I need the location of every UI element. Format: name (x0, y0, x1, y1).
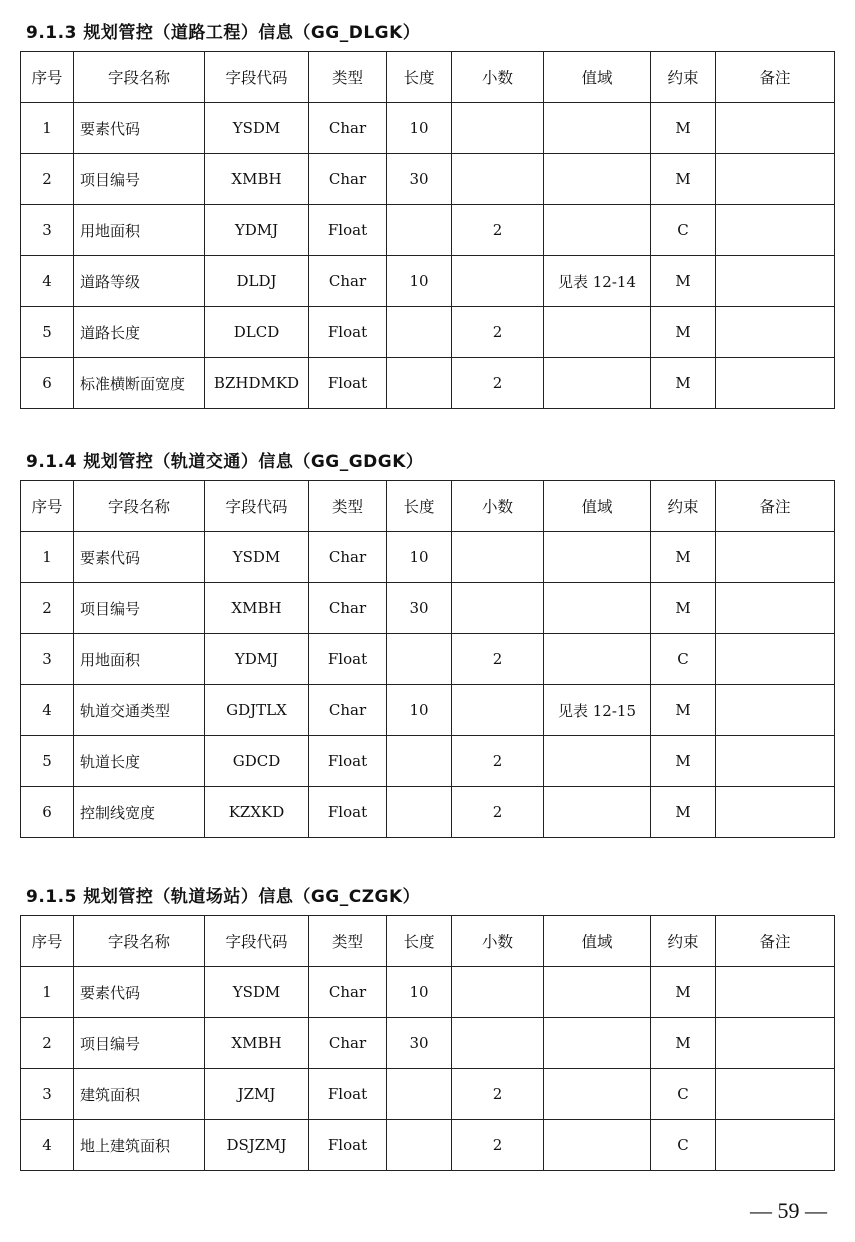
table-cell (544, 967, 651, 1018)
table-cell: 轨道长度 (74, 736, 205, 787)
table-cell: 项目编号 (74, 1018, 205, 1069)
table-cell: Char (309, 532, 387, 583)
table-cell (716, 583, 835, 634)
table-cell: 1 (21, 967, 74, 1018)
table-cell: 10 (387, 967, 452, 1018)
table-cell: M (651, 358, 716, 409)
table-cell (452, 532, 544, 583)
table-cell: C (651, 205, 716, 256)
table-cell (716, 205, 835, 256)
table-cell: 2 (452, 358, 544, 409)
table-cell: Float (309, 1120, 387, 1171)
column-header: 字段名称 (74, 916, 205, 967)
table-row (21, 787, 835, 838)
table-cell: 10 (387, 256, 452, 307)
table-cell: M (651, 967, 716, 1018)
table-cell: 6 (21, 787, 74, 838)
table-cell: 项目编号 (74, 154, 205, 205)
table-cell (716, 256, 835, 307)
table-cell: C (651, 1069, 716, 1120)
table-cell: M (651, 736, 716, 787)
table-cell (544, 1018, 651, 1069)
table-cell: 项目编号 (74, 583, 205, 634)
table-cell (544, 1069, 651, 1120)
table-cell (544, 154, 651, 205)
column-header: 小数 (452, 52, 544, 103)
table-cell (544, 736, 651, 787)
table-cell: 3 (21, 634, 74, 685)
table-cell: 30 (387, 583, 452, 634)
column-header: 类型 (309, 52, 387, 103)
table-cell (716, 634, 835, 685)
table-row (21, 205, 835, 256)
table-cell (716, 307, 835, 358)
table-cell: 要素代码 (74, 103, 205, 154)
table-cell (544, 634, 651, 685)
table-row (21, 634, 835, 685)
table-cell: M (651, 583, 716, 634)
table-cell: YSDM (205, 103, 309, 154)
table-cell: 4 (21, 685, 74, 736)
table-cell (452, 583, 544, 634)
table-cell (387, 787, 452, 838)
table-cell (387, 307, 452, 358)
table-cell (716, 532, 835, 583)
table-cell: Char (309, 154, 387, 205)
table-cell: M (651, 307, 716, 358)
table-cell: DSJZMJ (205, 1120, 309, 1171)
column-header: 值域 (544, 52, 651, 103)
table-cell: DLDJ (205, 256, 309, 307)
table-cell: 30 (387, 1018, 452, 1069)
table-row (21, 1069, 835, 1120)
table-cell: DLCD (205, 307, 309, 358)
table-row (21, 967, 835, 1018)
table-cell: 2 (21, 1018, 74, 1069)
column-header: 小数 (452, 916, 544, 967)
section-title: 9.1.3 规划管控（道路工程）信息（GG_DLGK） (26, 23, 421, 43)
table-cell: Float (309, 787, 387, 838)
table-cell: 5 (21, 736, 74, 787)
table-cell: 建筑面积 (74, 1069, 205, 1120)
table-row (21, 532, 835, 583)
table-row (21, 154, 835, 205)
table-cell: 用地面积 (74, 205, 205, 256)
table-cell: 2 (452, 307, 544, 358)
table-row (21, 685, 835, 736)
table-cell (387, 358, 452, 409)
table-cell: Char (309, 256, 387, 307)
column-header: 约束 (651, 916, 716, 967)
table-cell: C (651, 634, 716, 685)
table-cell: 2 (452, 205, 544, 256)
table-cell: 控制线宽度 (74, 787, 205, 838)
field-table (20, 51, 835, 409)
table-cell (544, 1120, 651, 1171)
table-cell: 2 (452, 1120, 544, 1171)
table-cell (716, 103, 835, 154)
table-cell: 5 (21, 307, 74, 358)
table-cell: M (651, 103, 716, 154)
table-cell: C (651, 1120, 716, 1171)
table-cell (452, 967, 544, 1018)
column-header: 备注 (716, 481, 835, 532)
table-header-row (21, 481, 835, 532)
field-table (20, 915, 835, 1171)
table-cell: 2 (21, 583, 74, 634)
table-header-row (21, 52, 835, 103)
table-cell: 4 (21, 256, 74, 307)
table-row (21, 103, 835, 154)
table-cell (387, 205, 452, 256)
column-header: 类型 (309, 916, 387, 967)
table-cell (716, 736, 835, 787)
column-header: 约束 (651, 52, 716, 103)
column-header: 字段名称 (74, 481, 205, 532)
field-table (20, 480, 835, 838)
table-cell: M (651, 154, 716, 205)
table-row (21, 1120, 835, 1171)
column-header: 长度 (387, 916, 452, 967)
table-cell: 10 (387, 685, 452, 736)
table-cell (387, 1120, 452, 1171)
table-header-row (21, 916, 835, 967)
column-header: 类型 (309, 481, 387, 532)
table-cell: 10 (387, 532, 452, 583)
table-cell (716, 1120, 835, 1171)
table-cell: 要素代码 (74, 532, 205, 583)
table-cell (544, 205, 651, 256)
table-cell (716, 685, 835, 736)
table-cell: XMBH (205, 583, 309, 634)
column-header: 小数 (452, 481, 544, 532)
column-header: 字段代码 (205, 481, 309, 532)
table-cell: YDMJ (205, 634, 309, 685)
column-header: 序号 (21, 916, 74, 967)
table-cell (716, 787, 835, 838)
column-header: 序号 (21, 52, 74, 103)
table-cell: 3 (21, 205, 74, 256)
table-cell (716, 358, 835, 409)
table-cell: Float (309, 634, 387, 685)
table-cell: Char (309, 967, 387, 1018)
table-cell (544, 532, 651, 583)
table-cell: 2 (452, 736, 544, 787)
table-cell (452, 256, 544, 307)
table-cell: BZHDMKD (205, 358, 309, 409)
column-header: 备注 (716, 52, 835, 103)
table-row (21, 307, 835, 358)
table-row (21, 1018, 835, 1069)
table-cell: 2 (452, 1069, 544, 1120)
table-cell: 1 (21, 532, 74, 583)
table-cell: Char (309, 103, 387, 154)
table-cell: Float (309, 307, 387, 358)
table-cell: 2 (21, 154, 74, 205)
table-cell: M (651, 256, 716, 307)
table-cell (387, 736, 452, 787)
table-cell: XMBH (205, 1018, 309, 1069)
table-cell: GDJTLX (205, 685, 309, 736)
table-cell: Float (309, 358, 387, 409)
page-number: — 59 — (750, 1198, 827, 1223)
column-header: 值域 (544, 916, 651, 967)
table-cell: Float (309, 205, 387, 256)
table-cell: GDCD (205, 736, 309, 787)
table-cell (387, 1069, 452, 1120)
column-header: 约束 (651, 481, 716, 532)
table-cell: Float (309, 736, 387, 787)
table-cell: 2 (452, 634, 544, 685)
table-cell: M (651, 787, 716, 838)
table-cell (544, 358, 651, 409)
table-cell (452, 154, 544, 205)
column-header: 字段代码 (205, 52, 309, 103)
table-cell: 30 (387, 154, 452, 205)
column-header: 序号 (21, 481, 74, 532)
table-cell (544, 103, 651, 154)
table-cell: YSDM (205, 532, 309, 583)
table-cell (387, 634, 452, 685)
table-row (21, 358, 835, 409)
table-cell: M (651, 532, 716, 583)
table-cell: YDMJ (205, 205, 309, 256)
table-cell: 要素代码 (74, 967, 205, 1018)
table-cell: 6 (21, 358, 74, 409)
table-cell: M (651, 1018, 716, 1069)
table-cell: 1 (21, 103, 74, 154)
table-cell: 见表 12-15 (544, 685, 651, 736)
table-row (21, 736, 835, 787)
table-cell: 道路长度 (74, 307, 205, 358)
table-cell: Char (309, 583, 387, 634)
table-cell: Char (309, 685, 387, 736)
column-header: 字段代码 (205, 916, 309, 967)
table-cell: 用地面积 (74, 634, 205, 685)
table-cell (716, 1069, 835, 1120)
table-cell: 2 (452, 787, 544, 838)
column-header: 值域 (544, 481, 651, 532)
table-cell (452, 1018, 544, 1069)
table-cell: JZMJ (205, 1069, 309, 1120)
table-cell (544, 787, 651, 838)
table-cell: M (651, 685, 716, 736)
table-cell (544, 583, 651, 634)
column-header: 字段名称 (74, 52, 205, 103)
table-cell: KZXKD (205, 787, 309, 838)
table-cell: 地上建筑面积 (74, 1120, 205, 1171)
table-cell (452, 103, 544, 154)
table-cell: 道路等级 (74, 256, 205, 307)
table-cell (716, 154, 835, 205)
section-title: 9.1.4 规划管控（轨道交通）信息（GG_GDGK） (26, 452, 424, 472)
table-cell: 标准横断面宽度 (74, 358, 205, 409)
table-cell: 轨道交通类型 (74, 685, 205, 736)
table-cell: YSDM (205, 967, 309, 1018)
table-cell (452, 685, 544, 736)
table-cell: 见表 12-14 (544, 256, 651, 307)
section-title: 9.1.5 规划管控（轨道场站）信息（GG_CZGK） (26, 887, 421, 907)
table-cell: Char (309, 1018, 387, 1069)
table-cell: 10 (387, 103, 452, 154)
table-cell: XMBH (205, 154, 309, 205)
column-header: 备注 (716, 916, 835, 967)
table-cell: 4 (21, 1120, 74, 1171)
table-row (21, 256, 835, 307)
column-header: 长度 (387, 481, 452, 532)
table-cell (544, 307, 651, 358)
table-cell (716, 967, 835, 1018)
table-cell: Float (309, 1069, 387, 1120)
table-row (21, 583, 835, 634)
column-header: 长度 (387, 52, 452, 103)
table-cell: 3 (21, 1069, 74, 1120)
table-cell (716, 1018, 835, 1069)
